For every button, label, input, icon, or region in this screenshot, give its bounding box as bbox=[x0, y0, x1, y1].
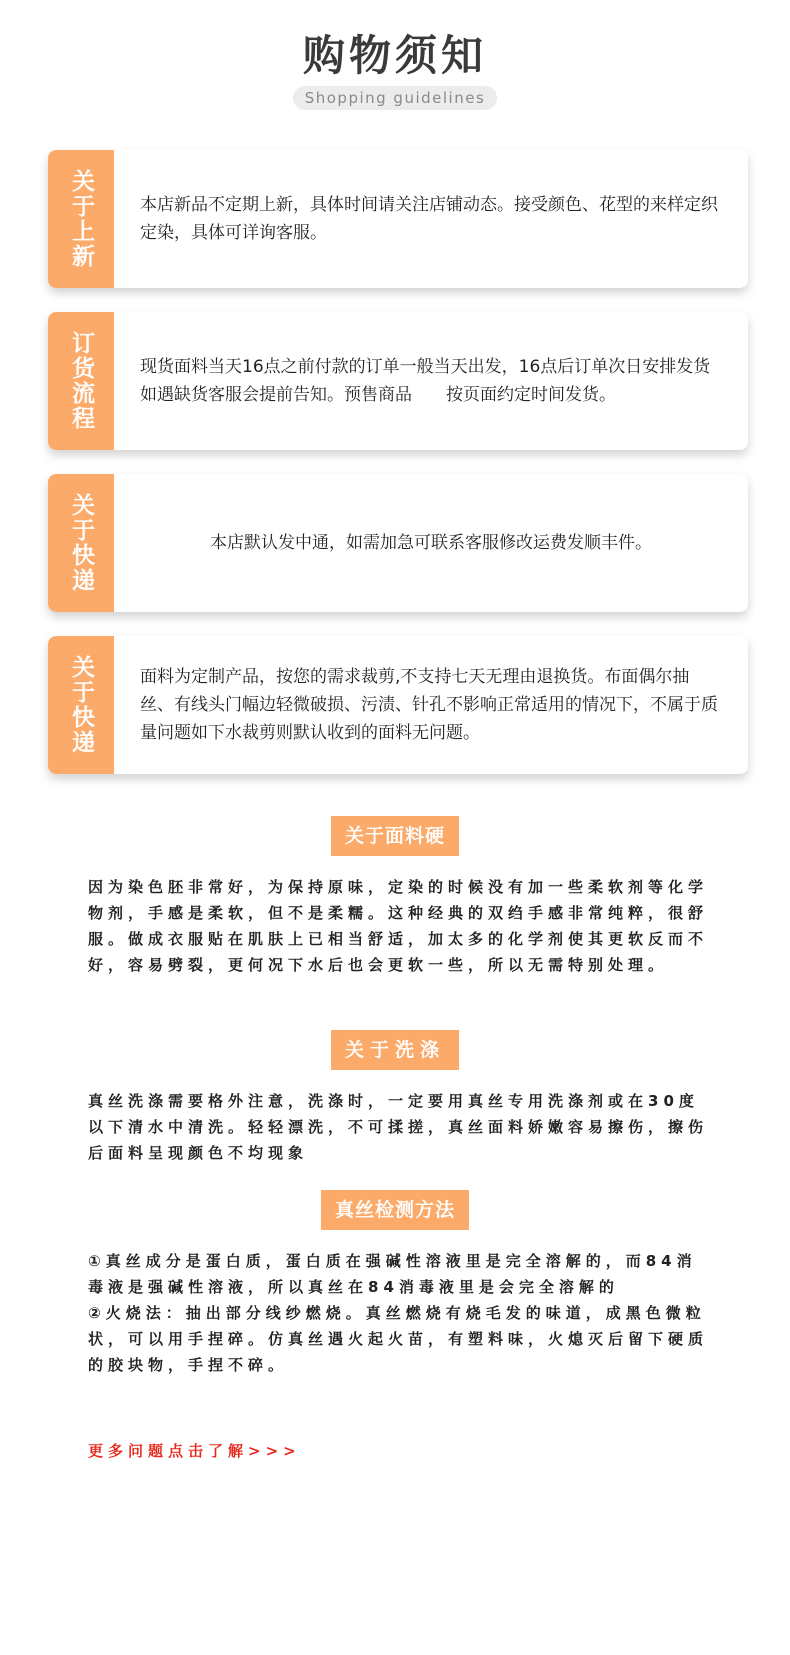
card-text: 面料为定制产品，按您的需求裁剪,不支持七天无理由退换货。布面偶尔抽丝、有线头门幅边轻微破损、污渍、针孔不影响正常适用的情况下，不属于质量问题如下水裁剪则默认收到的面料无问题。 bbox=[140, 667, 718, 743]
card-tag bbox=[48, 150, 114, 288]
section-text-method-2: ②火烧法：抽出部分线纱燃烧。真丝燃烧有烧毛发的味道，成黑色微粒状，可以用手捏碎。仿真丝遇火起火苗，有塑料味，火熄灭后留下硬质的胶块物，手捏不碎。 bbox=[88, 1304, 709, 1374]
notice-card-returns bbox=[48, 636, 748, 774]
card-tag bbox=[48, 636, 114, 774]
card-tag-label: 关于快递 bbox=[68, 655, 94, 755]
card-tag-label: 关于快递 bbox=[68, 493, 94, 593]
page-title: 购物须知 bbox=[302, 31, 487, 80]
section-label: 真丝检测方法 bbox=[321, 1190, 469, 1230]
card-tag-label: 订货流程 bbox=[68, 331, 94, 431]
page-header bbox=[0, 30, 790, 110]
section-label: 关于洗涤 bbox=[331, 1030, 459, 1070]
section-text: 因为染色胚非常好，为保持原味，定染的时候没有加一些柔软剂等化学物剂，手感是柔软，但不是柔糯。这种经典的双绉手感非常纯粹，很舒服。做成衣服贴在肌肤上已相当舒适，加太多的化学剂使其更软反而不好，容易劈裂，更何况下水后也会更软一些，所以无需特别处理。 bbox=[88, 878, 709, 974]
notice-card-order-process bbox=[48, 312, 748, 450]
section-silk-test bbox=[0, 1190, 790, 1378]
card-text: 现货面料当天16点之前付款的订单一般当天出发，16点后订单次日安排发货如遇缺货客服会提前告知。预售商品 按页面约定时间发货。 bbox=[140, 357, 711, 405]
section-label: 关于面料硬 bbox=[331, 816, 459, 856]
card-text: 本店新品不定期上新，具体时间请关注店铺动态。接受颜色、花型的来样定织定染，具体可详询客服。 bbox=[140, 195, 718, 243]
section-fabric-stiffness bbox=[0, 816, 790, 978]
card-tag bbox=[48, 312, 114, 450]
notice-card-new-arrivals bbox=[48, 150, 748, 288]
section-washing bbox=[0, 1030, 790, 1166]
page-subtitle: Shopping guidelines bbox=[293, 86, 498, 110]
card-tag-label: 关于上新 bbox=[68, 169, 94, 269]
more-questions-link[interactable]: 更多问题点击了解>>> bbox=[88, 1442, 301, 1460]
section-text-method-1: ①真丝成分是蛋白质，蛋白质在强碱性溶液里是完全溶解的，而84消毒液是强碱性溶液，所以真丝在84消毒液里是会完全溶解的 bbox=[88, 1252, 697, 1296]
card-text: 本店默认发中通，如需加急可联系客服修改运费发顺丰件。 bbox=[210, 533, 652, 553]
section-text: 真丝洗涤需要格外注意，洗涤时，一定要用真丝专用洗涤剂或在30度以下清水中清洗。轻轻漂洗，不可揉搓，真丝面料娇嫩容易擦伤，擦伤后面料呈现颜色不均现象 bbox=[88, 1092, 709, 1162]
notice-cards bbox=[48, 150, 748, 798]
notice-card-delivery bbox=[48, 474, 748, 612]
card-tag bbox=[48, 474, 114, 612]
